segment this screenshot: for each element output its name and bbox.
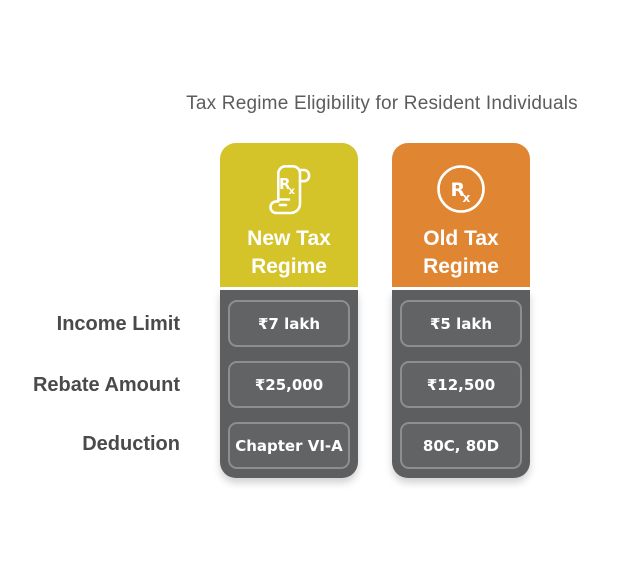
value-old-income-limit: ₹5 lakh [400,300,522,347]
old-tax-regime-body [392,290,530,478]
new-tax-regime-title-line1: New Tax [247,227,331,250]
row-label-income-limit: Income Limit [56,313,180,335]
value-new-rebate-amount: ₹25,000 [228,361,350,408]
column-new-tax-regime [220,143,358,478]
prescription-circle-icon [435,158,487,220]
old-tax-regime-title-line1: Old Tax [423,227,499,250]
old-tax-regime-title-line2: Regime [423,255,499,278]
row-label-rebate-amount: Rebate Amount [32,374,180,396]
svg-text:x: x [462,191,471,205]
new-tax-regime-body [220,290,358,478]
svg-text:x: x [288,186,295,197]
value-new-deduction: Chapter VI-A [228,422,350,469]
column-old-tax-regime [392,143,530,478]
prescription-scroll-icon [265,158,313,220]
svg-text:R: R [279,175,291,193]
page-title: Tax Regime Eligibility for Resident Individuals [186,93,578,114]
row-label-deduction: Deduction [82,433,180,455]
new-tax-regime-header [220,143,358,287]
value-old-deduction: 80C, 80D [400,422,522,469]
new-tax-regime-title [247,225,331,281]
value-old-rebate-amount: ₹12,500 [400,361,522,408]
old-tax-regime-header [392,143,530,287]
old-tax-regime-title [423,225,499,281]
new-tax-regime-title-line2: Regime [251,255,327,278]
value-new-income-limit: ₹7 lakh [228,300,350,347]
svg-text:R: R [450,179,466,201]
